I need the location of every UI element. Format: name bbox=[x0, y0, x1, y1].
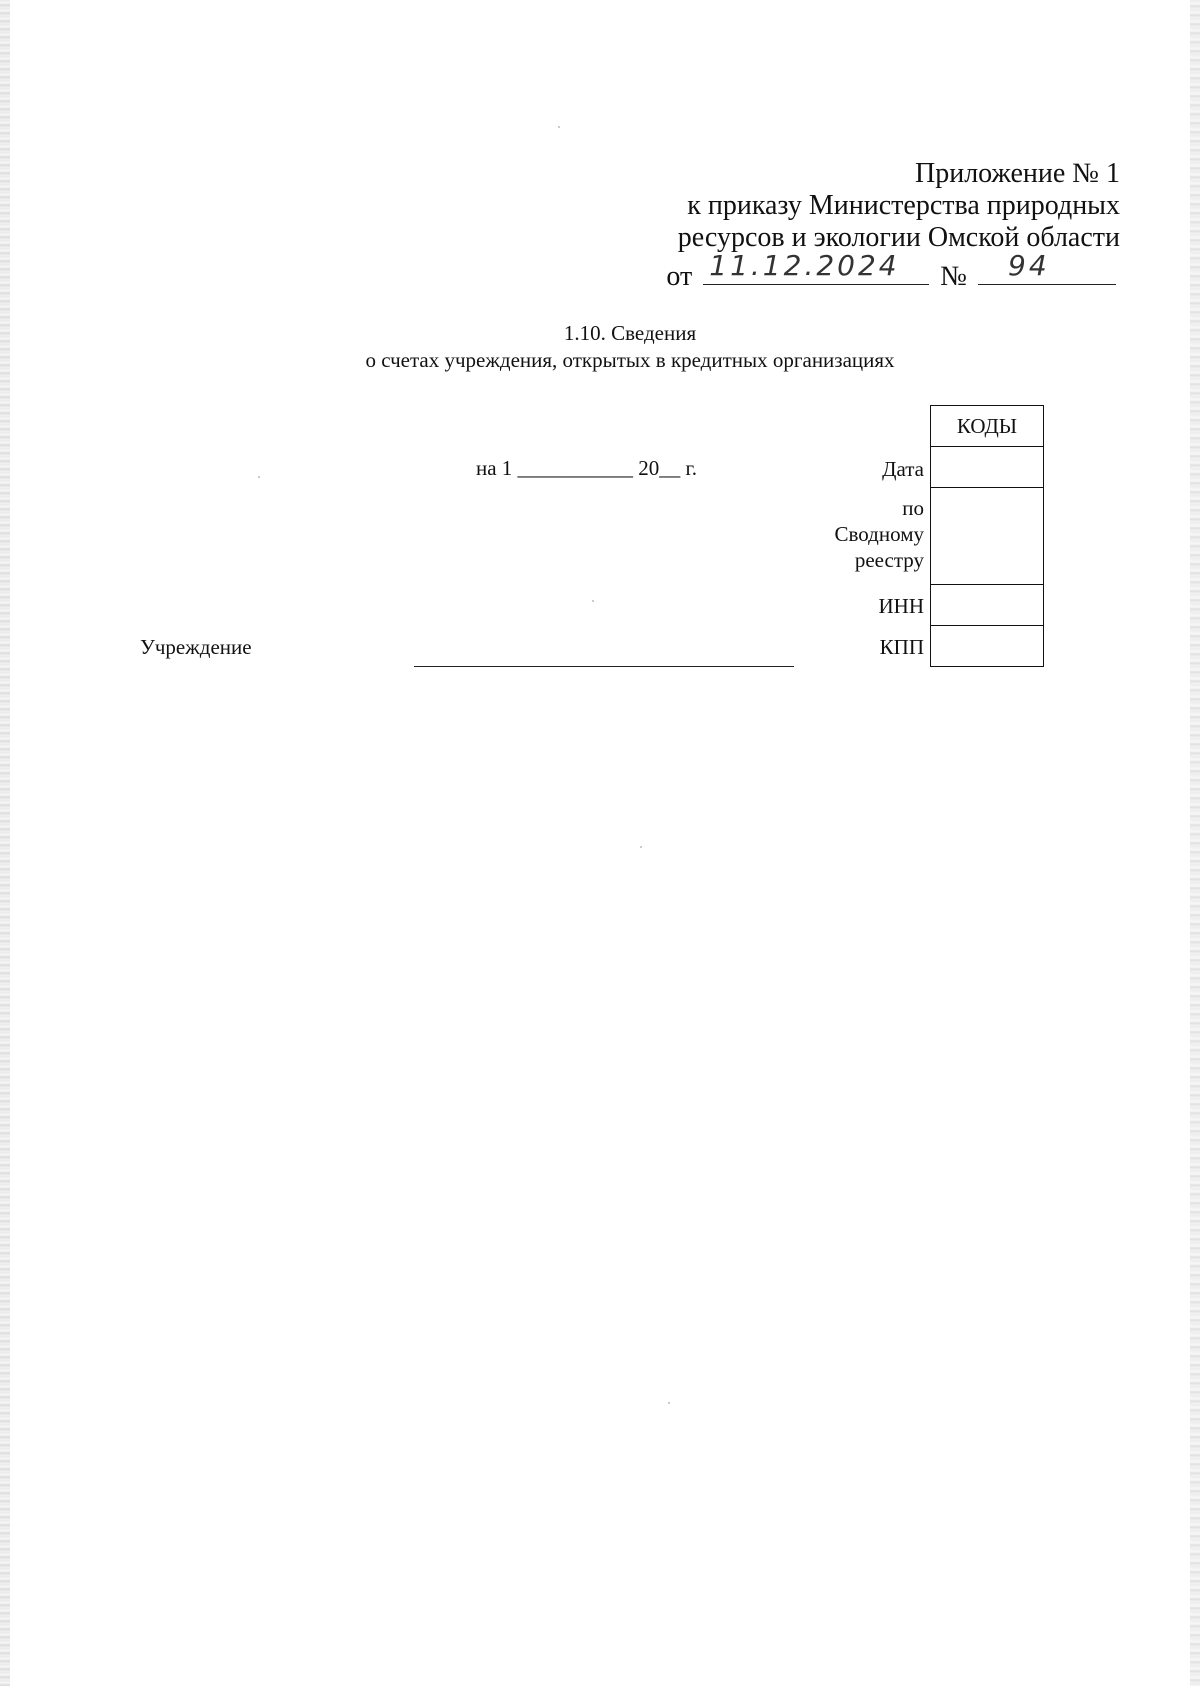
appendix-order-ref: к приказу Министерства природных bbox=[687, 190, 1120, 221]
appendix-title: Приложение № 1 bbox=[915, 158, 1120, 189]
as-of-date-line: на 1 ___________ 20__ г. bbox=[476, 456, 698, 480]
scan-edge-left bbox=[0, 0, 10, 1686]
codes-table bbox=[930, 405, 1044, 667]
document-title bbox=[0, 320, 1200, 374]
code-cell-inn bbox=[931, 585, 1044, 626]
order-date-field bbox=[703, 249, 929, 285]
appendix-ministry: ресурсов и экологии Омской области bbox=[677, 222, 1120, 253]
institution-label: Учреждение bbox=[140, 635, 252, 659]
label-reg-line3: реестру bbox=[854, 548, 924, 572]
label-inn: ИНН bbox=[878, 594, 924, 618]
scan-edge-right bbox=[1190, 0, 1200, 1686]
title-subject: о счетах учреждения, открытых в кредитных организациях bbox=[365, 348, 895, 372]
label-reg-line2: Сводному bbox=[834, 522, 924, 546]
order-date-handwritten: 11.12.2024 bbox=[709, 249, 900, 282]
institution-blank-line bbox=[414, 666, 794, 667]
order-date-prefix: от bbox=[666, 261, 693, 292]
scan-speck bbox=[592, 600, 594, 602]
order-number-handwritten: 94 bbox=[1008, 249, 1050, 282]
code-cell-kpp bbox=[931, 626, 1044, 667]
order-number-prefix: № bbox=[940, 261, 967, 292]
label-consolidated-register bbox=[835, 495, 925, 573]
order-date-number-line bbox=[666, 249, 1120, 293]
title-section: 1.10. Сведения bbox=[563, 321, 697, 345]
code-cell-register bbox=[931, 488, 1044, 585]
order-number-field bbox=[978, 249, 1116, 285]
label-kpp: КПП bbox=[879, 635, 924, 659]
label-date: Дата bbox=[882, 457, 924, 481]
scan-speck bbox=[640, 846, 642, 848]
code-cell-date bbox=[931, 447, 1044, 488]
scan-speck bbox=[558, 126, 560, 128]
appendix-block bbox=[666, 158, 1120, 293]
scan-speck bbox=[258, 476, 260, 478]
scan-speck bbox=[668, 1402, 670, 1404]
label-reg-line1: по bbox=[902, 496, 924, 520]
codes-header: КОДЫ bbox=[931, 406, 1044, 447]
